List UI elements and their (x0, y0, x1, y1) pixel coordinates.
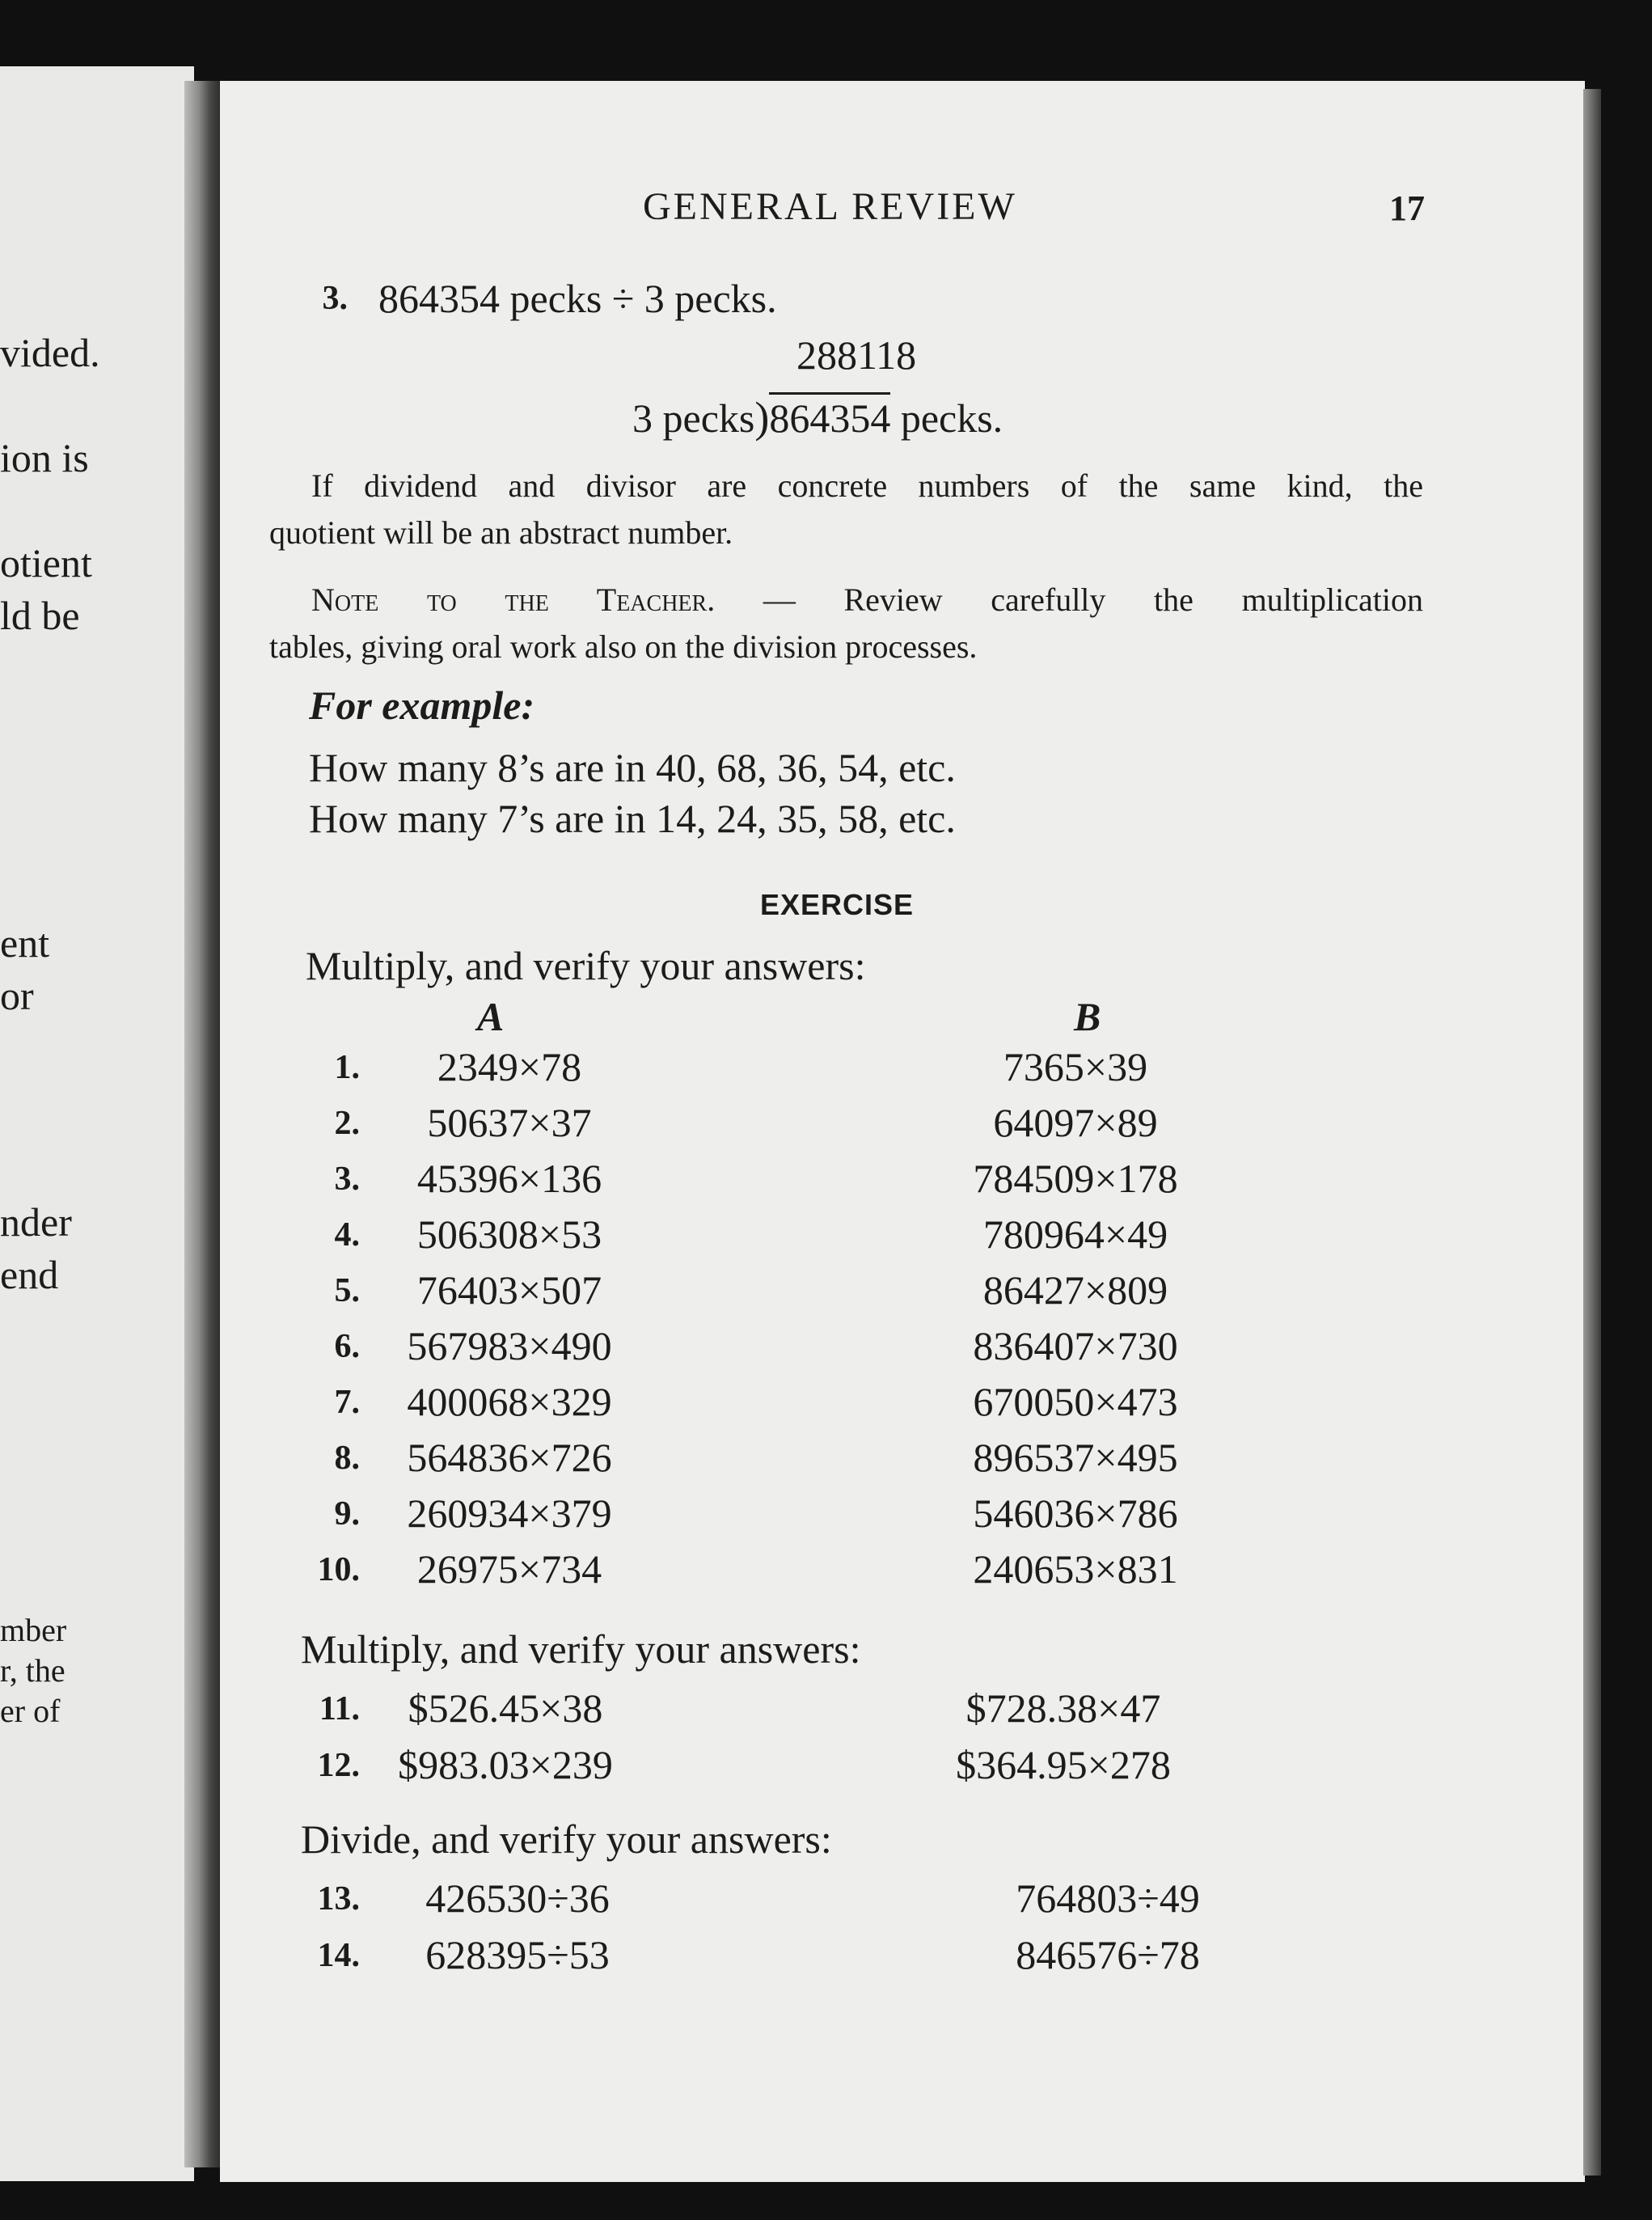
problem-column-a: $526.45×38 (408, 1685, 603, 1731)
problem-column-b: 836407×730 (973, 1323, 1178, 1368)
problem-column-b: 780964×49 (982, 1211, 1168, 1257)
problem-column-b: 546036×786 (973, 1491, 1178, 1536)
problem-column-b: 764803÷49 (1016, 1875, 1200, 1921)
problem-number: 2. (334, 1105, 360, 1142)
problem-column-b: 784509×178 (973, 1156, 1178, 1201)
page-edge-shadow (1583, 89, 1601, 2176)
running-header: GENERAL REVIEW (643, 185, 1017, 228)
teacher-note (269, 577, 1423, 670)
rule-line: If dividend and divisor are concrete numbers of the same kind, the (311, 467, 1423, 504)
problem-number: 7. (334, 1384, 360, 1421)
problem-column-a: 26975×734 (416, 1546, 602, 1592)
left-fragment: ent (0, 920, 50, 966)
problem-number: 11. (319, 1690, 360, 1727)
problem-column-b: 846576÷78 (1016, 1932, 1200, 1977)
problem-number: 3. (334, 1161, 360, 1198)
problem-column-b: 86427×809 (982, 1267, 1168, 1313)
left-fragment: or (0, 973, 34, 1018)
left-page (0, 66, 194, 2181)
problem-column-b: 240653×831 (973, 1546, 1178, 1592)
problem-column-a: $983.03×239 (398, 1742, 613, 1787)
problem-column-b: 64097×89 (993, 1100, 1158, 1145)
problem-column-a: 628395÷53 (425, 1932, 610, 1977)
problem-number: 10. (317, 1551, 360, 1588)
problem-column-b: 670050×473 (973, 1379, 1178, 1424)
dividend-unit: pecks. (900, 395, 1003, 441)
left-fragment: er of (0, 1693, 61, 1729)
example-question: How many 8’s are in 40, 68, 36, 54, etc. (309, 745, 956, 790)
exercise-title: EXERCISE (760, 888, 915, 921)
problem-column-a: 76403×507 (416, 1267, 602, 1313)
problem-column-b: 896537×495 (973, 1435, 1178, 1480)
problem-column-a: 260934×379 (407, 1491, 612, 1536)
problem-number: 14. (317, 1937, 360, 1974)
left-fragment: r, the (0, 1652, 65, 1689)
long-division: 3 pecks)864354 pecks. (632, 393, 1003, 442)
problem-number: 12. (317, 1747, 360, 1784)
left-fragment: end (0, 1252, 59, 1297)
left-fragment: vided. (0, 330, 100, 375)
problem-column-a: 426530÷36 (425, 1875, 610, 1921)
exercise-instruction: Multiply, and verify your answers: (301, 1626, 861, 1672)
page-number: 17 (1389, 188, 1425, 228)
left-fragment: ion is (0, 435, 89, 480)
problem-column-a: 564836×726 (407, 1435, 612, 1480)
left-fragment: otient (0, 540, 92, 586)
rule-paragraph (269, 463, 1423, 556)
example-heading: For example: (309, 683, 535, 728)
problem-number: 5. (334, 1272, 360, 1309)
problem-column-a: 567983×490 (407, 1323, 612, 1368)
problem-column-a: 50637×37 (427, 1100, 592, 1145)
dividend: 864354 (769, 392, 890, 442)
rule-line: quotient will be an abstract number. (269, 514, 733, 551)
problem-column-b: $364.95×278 (956, 1742, 1171, 1787)
book-gutter (184, 81, 221, 2167)
left-fragment: nder (0, 1199, 72, 1245)
example-statement: 864354 pecks ÷ 3 pecks. (378, 276, 777, 321)
problem-column-b: 7365×39 (1003, 1044, 1148, 1089)
left-fragment: ld be (0, 593, 80, 638)
exercise-instruction: Multiply, and verify your answers: (306, 943, 866, 988)
column-b-heading: B (1074, 994, 1101, 1039)
example-number: 3. (322, 280, 348, 317)
problem-number: 6. (334, 1328, 360, 1365)
example-question: How many 7’s are in 14, 24, 35, 58, etc. (309, 796, 956, 841)
exercise-instruction: Divide, and verify your answers: (301, 1816, 832, 1862)
problem-column-b: $728.38×47 (965, 1685, 1161, 1731)
problem-number: 13. (317, 1880, 360, 1918)
left-fragment: mber (0, 1612, 67, 1648)
problem-number: 9. (334, 1495, 360, 1533)
problem-number: 8. (334, 1440, 360, 1477)
column-a-heading: A (477, 994, 505, 1039)
problem-column-a: 506308×53 (416, 1211, 602, 1257)
note-label: Note to the Teacher. (311, 581, 716, 618)
problem-column-a: 45396×136 (416, 1156, 602, 1201)
problem-number: 4. (334, 1216, 360, 1254)
divisor: 3 pecks (632, 395, 755, 441)
quotient: 288118 (796, 332, 917, 378)
problem-column-a: 2349×78 (437, 1044, 582, 1089)
problem-column-a: 400068×329 (407, 1379, 612, 1424)
problem-number: 1. (334, 1049, 360, 1086)
note-text: — Review carefully the multiplication (763, 581, 1423, 618)
note-text: tables, giving oral work also on the division processes. (269, 628, 978, 665)
